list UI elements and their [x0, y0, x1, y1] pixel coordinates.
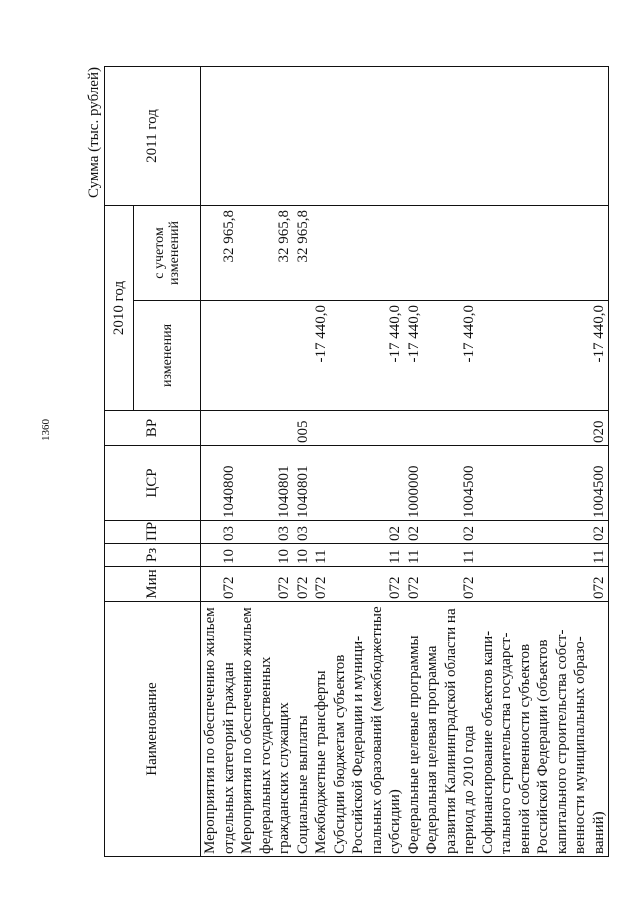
header-changes: изменения: [134, 301, 201, 411]
header-with-changes: с учетом изменений: [134, 205, 201, 300]
table-row: [294, 66, 313, 856]
row-pr: 03: [238, 521, 294, 544]
row-pr: 02: [423, 521, 479, 544]
row-rz: 10: [294, 544, 313, 567]
row-2011: [294, 66, 313, 205]
row-csr: 1000000: [405, 446, 424, 521]
row-csr: 1004500: [479, 446, 609, 521]
row-changes: -17 440,0: [331, 301, 405, 411]
page-number: 1360: [40, 419, 52, 441]
row-with-changes: 32 965,8: [201, 205, 239, 300]
row-name: Федеральная целевая программа развития Калининградской области на период до 2010 года: [423, 602, 479, 857]
row-csr: 1040801: [294, 446, 313, 521]
row-min: 072: [201, 567, 239, 602]
row-with-changes: [405, 205, 424, 300]
row-changes: [201, 301, 239, 411]
row-min: 072: [331, 567, 405, 602]
row-name: Мероприятия по обеспечению жильем отдельных категорий граждан: [201, 602, 239, 857]
row-rz: 11: [479, 544, 609, 567]
row-2011: [331, 66, 405, 205]
row-min: 072: [294, 567, 313, 602]
header-rz: Рз: [105, 544, 201, 567]
row-csr: [331, 446, 405, 521]
row-changes: -17 440,0: [405, 301, 424, 411]
row-name: Федеральные целевые программы: [405, 602, 424, 857]
row-csr: 1004500: [423, 446, 479, 521]
row-with-changes: 32 965,8: [294, 205, 313, 300]
row-rz: 10: [238, 544, 294, 567]
row-changes: [238, 301, 294, 411]
row-pr: 02: [479, 521, 609, 544]
table-row: [479, 66, 609, 856]
row-pr: 03: [294, 521, 313, 544]
row-2011: [423, 66, 479, 205]
table-row: [238, 66, 294, 856]
row-vr: [405, 411, 424, 446]
header-pr: ПР: [105, 521, 201, 544]
row-vr: [201, 411, 239, 446]
row-with-changes: 32 965,8: [238, 205, 294, 300]
row-name: Субсидии бюджетам субъектов Российской Федерации и муниципальных образований (межбюджетные субсидии): [331, 602, 405, 857]
row-vr: [423, 411, 479, 446]
row-2011: [201, 66, 239, 205]
units-label: Сумма (тыс. рублей): [86, 67, 102, 199]
row-csr: 1040800: [201, 446, 239, 521]
header-min: Мин: [105, 567, 201, 602]
row-min: 072: [312, 567, 331, 602]
row-pr: 02: [405, 521, 424, 544]
row-rz: 11: [312, 544, 331, 567]
row-2011: [312, 66, 331, 205]
row-rz: 11: [405, 544, 424, 567]
row-changes: [294, 301, 313, 411]
header-year-2010: 2010 год: [105, 205, 134, 410]
row-vr: [312, 411, 331, 446]
row-2011: [238, 66, 294, 205]
header-csr: ЦСР: [105, 446, 201, 521]
row-csr: [312, 446, 331, 521]
row-min: 072: [479, 567, 609, 602]
row-pr: [312, 521, 331, 544]
rotated-page-content: [85, 67, 607, 857]
row-pr: 03: [201, 521, 239, 544]
row-min: 072: [405, 567, 424, 602]
row-name: Мероприятия по обеспечению жильем федеральных государственных гражданских служащих: [238, 602, 294, 857]
row-rz: 11: [423, 544, 479, 567]
header-name: Наименование: [105, 602, 201, 857]
row-min: 072: [423, 567, 479, 602]
table-row: [405, 66, 424, 856]
row-rz: 11: [331, 544, 405, 567]
row-changes: -17 440,0: [479, 301, 609, 411]
row-with-changes: [479, 205, 609, 300]
row-vr: 005: [294, 411, 313, 446]
row-name: Межбюджетные трансферты: [312, 602, 331, 857]
row-vr: 020: [479, 411, 609, 446]
row-with-changes: [423, 205, 479, 300]
row-with-changes: [331, 205, 405, 300]
row-changes: -17 440,0: [312, 301, 331, 411]
table-row: [423, 66, 479, 856]
row-changes: -17 440,0: [423, 301, 479, 411]
budget-table: [104, 66, 609, 857]
row-rz: 10: [201, 544, 239, 567]
table-row: [331, 66, 405, 856]
row-pr: 02: [331, 521, 405, 544]
table-row: [201, 66, 239, 856]
row-with-changes: [312, 205, 331, 300]
table-row: [312, 66, 331, 856]
row-min: 072: [238, 567, 294, 602]
row-vr: [238, 411, 294, 446]
header-year-2011: 2011 год: [105, 66, 201, 205]
row-vr: [331, 411, 405, 446]
header-vr: ВР: [105, 411, 201, 446]
row-name: Социальные выплаты: [294, 602, 313, 857]
row-name: Софинансирование объектов капитального строительства государственной собственности субъектов Российской Федерации (объектов капитального строительства собственности муниципальных образований): [479, 602, 609, 857]
row-csr: 1040801: [238, 446, 294, 521]
row-2011: [479, 66, 609, 205]
row-2011: [405, 66, 424, 205]
